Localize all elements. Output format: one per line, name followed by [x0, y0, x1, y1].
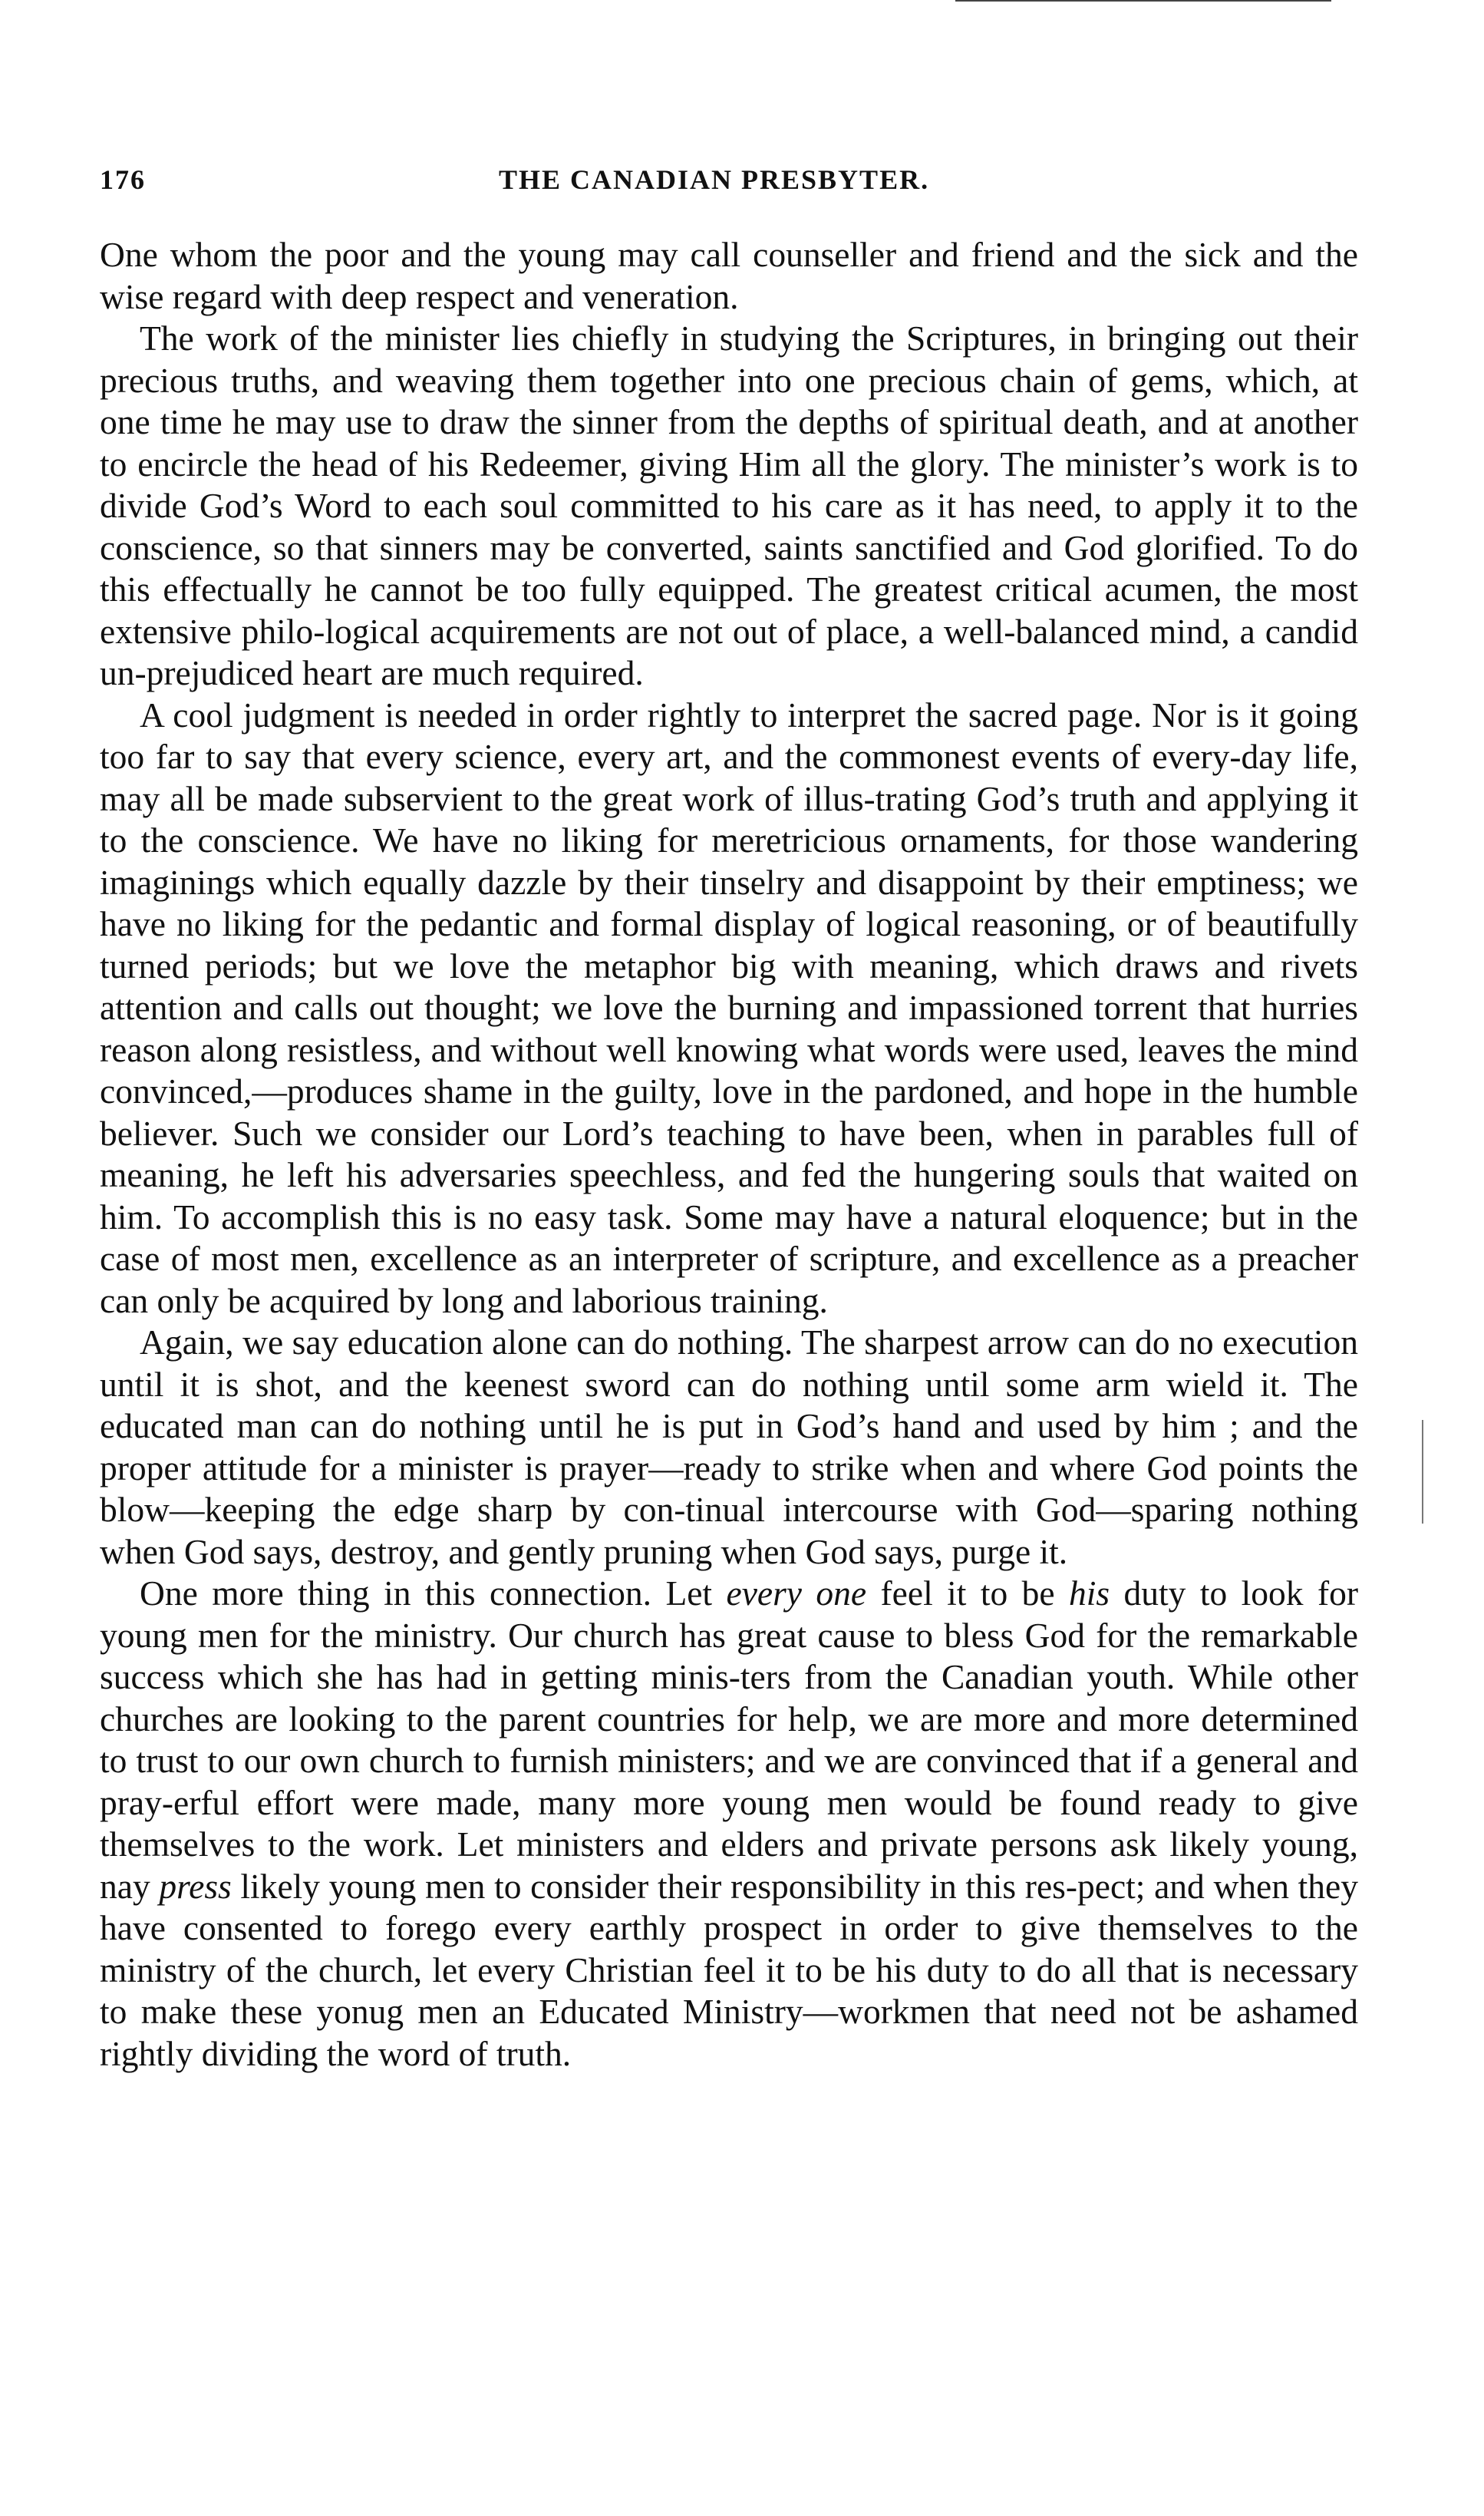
paragraph-text: Again, we say education alone can do nothing. The sharpest arrow can do no execution until it is shot, and the keenest sword can do nothing until some arm wield it. The educated man can do nothing until he is put in God’s hand and used by him ; and the proper attitude for a minister is prayer—ready to strike when and where God points the blow—keeping the edge sharp by con-tinual intercourse with God—sparing nothing when God says, destroy, and gently pruning when God says, purge it. [100, 1322, 1358, 1571]
top-rule-line [955, 0, 1331, 2]
body-text [100, 234, 1358, 2075]
running-title: THE CANADIAN PRESBYTER. [499, 164, 930, 195]
running-head [100, 157, 1358, 203]
paragraph-4 [100, 1322, 1358, 1573]
paragraph-text: likely young men to consider their responsibility in this res-pect; and when they have consented to forego every earthly prospect in order to give themselves to the ministry of the church, let every Christian feel it to be his duty to do all that is necessary to make these yonug men an Educated Ministry—workmen that need not be ashamed rightly dividing the word of truth. [100, 1866, 1358, 2073]
paragraph-text: The work of the minister lies chiefly in studying the Scriptures, in bringing out their precious truths, and weaving them together into one precious chain of gems, which, at one time he may use to draw the sinner from the depths of spiritual death, and at another to encircle the head of his Redeemer, giving Him all the glory. The minister’s work is to divide God’s Word to each soul committed to his care as it has need, to apply it to the conscience, so that sinners may be converted, saints sanctified and God glorified. To do this effectually he cannot be too fully equipped. The greatest critical acumen, the most extensive philo-logical acquirements are not out of place, a well-balanced mind, a candid un-prejudiced heart are much required. [100, 319, 1358, 692]
paragraph-5 [100, 1573, 1358, 2075]
paragraph-text: A cool judgment is needed in order rightly to interpret the sacred page. Nor is it going too far to say that every science, every art, and the commonest events of every-day life, may all be made subservient to the great work of illus-trating God’s truth and applying it to the conscience. We have no liking for meretricious ornaments, for those wandering imaginings which equally dazzle by their tinselry and disappoint by their emptiness; we have no liking for the pedantic and formal display of logical reasoning, or of beautifully turned periods; but we love the metaphor big with meaning, which draws and rivets attention and calls out thought; we love the burning and impassioned torrent that hurries reason along resistless, and without well knowing what words were used, leaves the mind convinced,—produces shame in the guilty, love in the pardoned, and hope in the humble believer. Such we consider our Lord’s teaching to have been, when in parables full of meaning, he left his adversaries speechless, and fed the hungering souls that waited on him. To accomplish this is no easy task. Some may have a natural eloquence; but in the case of most men, excellence as an interpreter of scripture, and excellence as a preacher can only be acquired by long and laborious training. [100, 695, 1358, 1320]
paragraph-2 [100, 318, 1358, 695]
paragraph-text: One whom the poor and the young may call counseller and friend and the sick and the wise regard with deep respect and veneration. [100, 235, 1358, 316]
italic-emphasis: press [159, 1866, 232, 1906]
paragraph-3 [100, 695, 1358, 1322]
paragraph-1 [100, 234, 1358, 318]
paragraph-text: One more thing in this connection. Let [140, 1573, 727, 1613]
page-number: 176 [100, 164, 146, 195]
paragraph-text: duty to look for young men for the ministry. Our church has great cause to bless God for the remarkable success which she has had in getting minis-ters from the Canadian youth. While other churches are looking to the parent countries for help, we are more and more determined to trust to our own church to furnish ministers; and we are convinced that if a general and pray-erful effort were made, many more young men would be found ready to give themselves to the work. Let ministers and elders and private persons ask likely young, nay [100, 1573, 1359, 1906]
margin-rule-line [1422, 1420, 1423, 1524]
italic-emphasis: his [1069, 1573, 1110, 1613]
paragraph-text: feel it to be [866, 1573, 1069, 1613]
italic-emphasis: every one [726, 1573, 867, 1613]
